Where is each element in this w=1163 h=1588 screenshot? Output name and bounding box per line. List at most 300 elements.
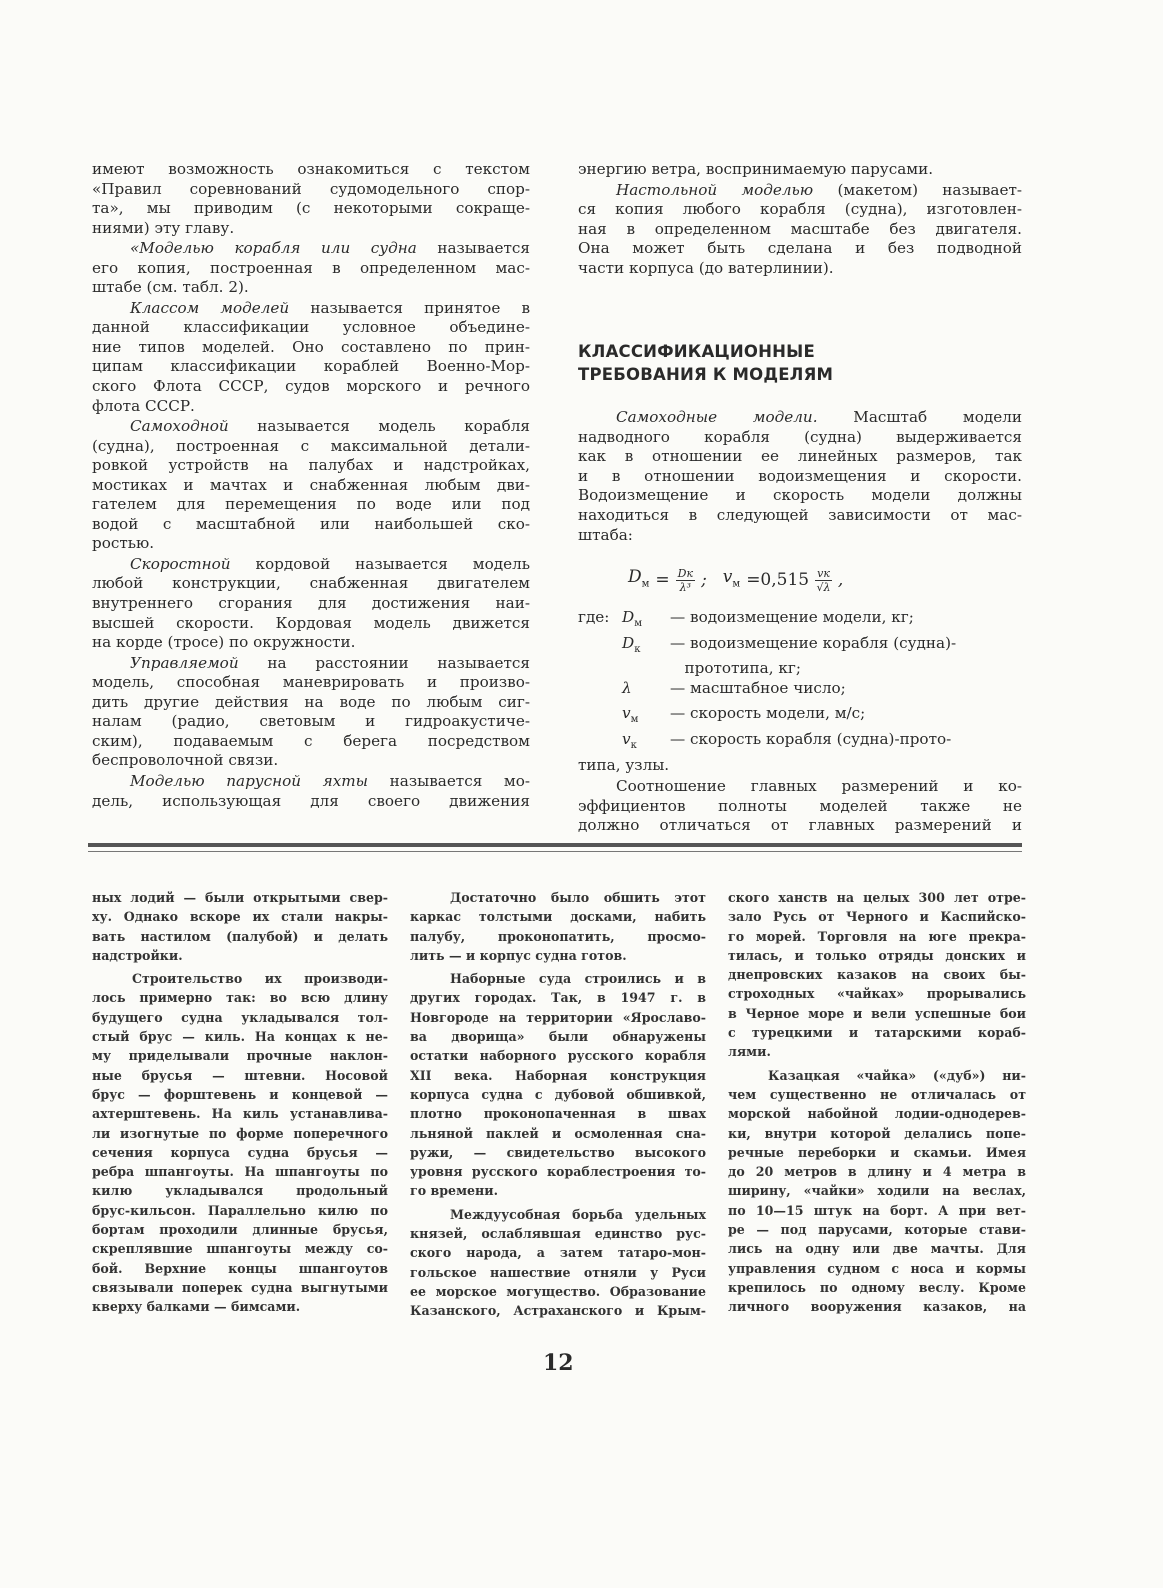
text-line (92, 1027, 388, 1046)
text-run: надводного корабля (судна) выдерживается (578, 427, 1022, 446)
text-run: гольское нашествие отняли у Руси (410, 1264, 706, 1280)
text-run: части корпуса (до ватерлинии). (578, 258, 834, 277)
text-run: палубу, проконопатить, просмо- (410, 928, 706, 944)
text-line (92, 1181, 388, 1200)
text-line (578, 816, 1022, 836)
text-line (728, 907, 1026, 926)
text-run: до 20 метров в длину и 4 метра в (728, 1164, 1026, 1180)
text-line (728, 1259, 1026, 1278)
text-line (92, 534, 530, 554)
text-run: Строительство их производи- (132, 971, 388, 987)
text-run: Водоизмещение и скорость модели должны (578, 486, 1022, 505)
text-block (92, 160, 530, 811)
legend-row (578, 634, 1022, 660)
paragraph (410, 1205, 706, 1321)
paragraph (92, 417, 530, 554)
text-run: ся копия любого корабля (судна), изготовлен- (578, 200, 1022, 219)
text-run: любой конструкции, снабженная двигателем (92, 574, 530, 593)
italic-term: Самоходные модели. (616, 408, 818, 427)
text-block (578, 160, 1022, 278)
text-run: его копия, построенная в определенном мас- (92, 258, 530, 277)
text-run: бортам проходили длинные брусья, (92, 1222, 388, 1238)
formula-legend (578, 608, 1022, 775)
text-run: должно отличаться от главных размерений и (578, 816, 1022, 835)
text-run: Казацкая «чайка» («дуб») ни- (768, 1067, 1026, 1083)
legend-symbol: $D_к$ (622, 633, 641, 655)
text-line (92, 515, 530, 535)
text-run: бой. Верхние концы шпангоутов (92, 1260, 388, 1276)
text-line (92, 1239, 388, 1258)
text-line (410, 1162, 706, 1181)
italic-term: Настольной моделью (616, 180, 814, 199)
text-run: ского Флота СССР, судов морского и речного (92, 377, 530, 396)
legend-row (578, 679, 1022, 705)
text-run: ки, внутри которой делались попе- (728, 1125, 1026, 1141)
legend-row (578, 608, 1022, 634)
text-run: дель, использующая для своего движения (92, 791, 530, 810)
legend-prefix (578, 730, 622, 756)
text-line (92, 437, 530, 457)
text-line (728, 1201, 1026, 1220)
text-line (578, 467, 1022, 487)
italic-term: Самоходной (130, 417, 229, 436)
text-run: флота СССР. (92, 396, 195, 415)
section-divider-thin (88, 851, 1022, 852)
text-line (728, 1239, 1026, 1258)
text-run: называется модель корабля (228, 417, 530, 436)
text-run: управления судном с носа и кормы (728, 1260, 1026, 1276)
text-run: ва дворища» были обнаружены (410, 1029, 706, 1045)
text-run: гателем для перемещения по воде или под (92, 495, 530, 514)
text-line (92, 712, 530, 732)
text-line (92, 751, 530, 771)
text-run: Наборные суда строились и в (450, 971, 706, 987)
paragraph (578, 181, 1022, 279)
text-run: ные брусья — штевни. Носовой (92, 1067, 388, 1083)
text-line (728, 1297, 1026, 1316)
text-line (578, 160, 1022, 180)
paragraph (92, 160, 530, 238)
text-run: вать настилом (палубой) и делать (92, 928, 388, 944)
text-line (92, 614, 530, 634)
text-block (578, 408, 1022, 545)
text-run: ципам классификации кораблей Военно-Мор- (92, 357, 530, 376)
text-run: ли изогнутые по форме поперечного (92, 1125, 388, 1141)
text-line (92, 160, 530, 180)
text-run: кверху балками — бимсами. (92, 1299, 301, 1315)
text-run: килю укладывался продольный (92, 1183, 388, 1199)
text-run: Она может быть сделана и без подводной (578, 239, 1022, 258)
text-line (728, 1181, 1026, 1200)
text-line (410, 1263, 706, 1282)
text-run: ние типов моделей. Оно составлено по прин- (92, 337, 530, 356)
text-line (410, 927, 706, 946)
text-run: уровня русского кораблестроения то- (410, 1164, 706, 1180)
text-run: энергию ветра, воспринимаемую парусами. (578, 160, 934, 178)
text-run: ребра шпангоуты. На шпангоуты по (92, 1164, 388, 1180)
text-line (578, 447, 1022, 467)
text-line (728, 1104, 1026, 1123)
text-line (92, 318, 530, 338)
text-line (92, 1143, 388, 1162)
legend-text: — водоизмещение корабля (судна)- (670, 633, 957, 652)
legend-tail: типа, узлы. (578, 755, 670, 774)
text-line (92, 732, 530, 752)
text-line (578, 506, 1022, 526)
text-line (728, 946, 1026, 965)
text-run: в Черное море и вели успешные бои (728, 1005, 1026, 1021)
text-line (410, 1046, 706, 1065)
text-line (728, 1162, 1026, 1181)
paragraph (578, 160, 1022, 180)
text-line (410, 969, 706, 988)
text-line (728, 1278, 1026, 1297)
italic-term: Скоростной (130, 554, 231, 573)
text-line (728, 1085, 1026, 1104)
text-run: эффициентов полноты моделей также не (578, 796, 1022, 815)
text-line (92, 888, 388, 907)
legend-text: — скорость корабля (судна)-прото- (670, 729, 952, 748)
text-line (728, 984, 1026, 1003)
heading-line: КЛАССИФИКАЦИОННЫЕ (578, 342, 815, 362)
paragraph (92, 969, 388, 1316)
text-run: ре — под парусами, которые стави- (728, 1222, 1026, 1238)
fraction-dk-lambda: $\frac{Dк}{\text{λ³}}$ (677, 567, 694, 595)
text-line (92, 555, 530, 575)
text-line (728, 1023, 1026, 1042)
text-run: данной классификации условное объедине- (92, 318, 530, 337)
text-run: связывали поперек судна выгнутыми (92, 1279, 388, 1295)
text-run: ная в определенном масштабе без двигателя. (578, 219, 1022, 238)
text-line (410, 888, 706, 907)
text-line (92, 673, 530, 693)
italic-term: Моделью парусной яхты (130, 771, 369, 790)
text-run: строходных «чайках» прорывались (728, 986, 1026, 1002)
text-line (92, 927, 388, 946)
text-line (92, 1046, 388, 1065)
text-run: на расстоянии называется (238, 653, 530, 672)
formula (628, 567, 1022, 594)
text-run: штабе (см. табл. 2). (92, 278, 249, 297)
text-line (92, 594, 530, 614)
text-run: ниями) эту главу. (92, 218, 235, 237)
legend-text: — водоизмещение модели, кг; (670, 608, 914, 627)
text-line (728, 1143, 1026, 1162)
text-line (92, 338, 530, 358)
text-line (728, 1124, 1026, 1143)
text-run: скреплявшие шпангоуты между со- (92, 1241, 388, 1257)
text-line (410, 1181, 706, 1200)
text-run: лями. (728, 1044, 771, 1060)
text-run: ским), подаваемым с берега посредством (92, 731, 530, 750)
legend-symbol: $v_к$ (622, 729, 637, 751)
legend-symbol: λ (622, 678, 632, 697)
text-run: ахтерштевень. На киль устанавлива- (92, 1106, 388, 1122)
paragraph (92, 772, 530, 811)
text-line (92, 792, 530, 812)
section-divider (88, 843, 1022, 847)
text-line (410, 1104, 706, 1123)
text-run: зало Русь от Черного и Каспийско- (728, 909, 1026, 925)
formula-vm: $v_м$ (722, 566, 741, 590)
legend-text: прототипа, кг; (670, 659, 801, 678)
text-run: внутреннего сгорания для достижения наи- (92, 594, 530, 613)
paragraph (578, 777, 1022, 836)
text-run: будущего судна укладывался тол- (92, 1009, 388, 1025)
text-line (92, 377, 530, 397)
text-line (92, 456, 530, 476)
text-run: называется мо- (368, 771, 530, 790)
paragraph (92, 654, 530, 771)
text-line (92, 654, 530, 674)
text-line (92, 946, 388, 965)
paragraph (92, 299, 530, 416)
legend-text: — масштабное число; (670, 678, 846, 697)
text-line (410, 1205, 706, 1224)
text-run: с турецкими и татарскими кораб- (728, 1025, 1026, 1041)
text-run: князей, ослаблявшая единство рус- (410, 1226, 706, 1242)
text-line (92, 1297, 388, 1316)
legend-text: — скорость модели, м/с; (670, 704, 866, 723)
text-run: (судна), построенная с максимальной детали- (92, 436, 530, 455)
text-run: крепилось по одному веслу. Кроме (728, 1279, 1026, 1295)
formula-end: , (837, 569, 844, 590)
text-line (92, 357, 530, 377)
text-run: льняной паклей и осмоленная сна- (410, 1125, 706, 1141)
text-line (578, 220, 1022, 240)
text-run: штаба: (578, 525, 633, 544)
top-right-column (578, 160, 1022, 837)
text-line (92, 1201, 388, 1220)
legend-row (578, 659, 1022, 679)
text-line (410, 1224, 706, 1243)
text-run: сечения корпуса судна брусья — (92, 1144, 388, 1160)
paragraph (728, 888, 1026, 1062)
legend-symbol: $D_м$ (622, 608, 642, 630)
text-run: брус — форштевень и концевой — (92, 1086, 388, 1102)
text-run: XII века. Наборная конструкция (410, 1067, 706, 1083)
text-line (92, 772, 530, 792)
text-line (92, 907, 388, 926)
text-line (578, 408, 1022, 428)
text-run: и в отношении водоизмещения и скорости. (578, 466, 1022, 485)
text-line (92, 495, 530, 515)
text-line (92, 476, 530, 496)
text-run: дить другие действия на воде по любым сиг- (92, 692, 530, 711)
text-line (92, 1259, 388, 1278)
text-run: ского народа, а затем татаро-мон- (410, 1245, 706, 1261)
text-run: кордовой называется модель (230, 554, 530, 573)
text-line (92, 180, 530, 200)
text-run: имеют возможность ознакомиться с текстом (92, 160, 530, 178)
paragraph (92, 239, 530, 298)
text-block (728, 888, 1026, 1317)
text-run: ружи, — свидетельство высокого (410, 1144, 706, 1160)
text-run: высшей скорости. Кордовая модель движется (92, 613, 530, 632)
text-run: как в отношении ее линейных размеров, так (578, 447, 1022, 466)
text-run: чем существенно не отличалась от (728, 1086, 1026, 1102)
paragraph (410, 969, 706, 1201)
formula-sep: ; (701, 569, 707, 590)
text-line (410, 988, 706, 1007)
paragraph (410, 888, 706, 965)
text-run: других городах. Так, в 1947 г. в (410, 990, 706, 1006)
legend-prefix (578, 704, 622, 730)
text-block (578, 777, 1022, 836)
text-line (92, 1124, 388, 1143)
text-line (410, 1008, 706, 1027)
text-line (92, 417, 530, 437)
text-run: называется (416, 239, 530, 258)
section-heading (578, 340, 1022, 386)
text-run: по 10—15 штук на борт. А при вет- (728, 1202, 1026, 1218)
paragraph (92, 888, 388, 965)
text-run: брус-кильсон. Параллельно килю по (92, 1202, 388, 1218)
text-line (92, 299, 530, 319)
text-line (92, 239, 530, 259)
italic-term: Управляемой (130, 653, 239, 672)
text-run: (макетом) называет- (813, 180, 1022, 199)
text-line (410, 1124, 706, 1143)
text-run: личного вооружения казаков, на (728, 1299, 1026, 1315)
text-run: го морей. Торговля на юге прекра- (728, 928, 1026, 944)
text-line (92, 693, 530, 713)
text-line (728, 1066, 1026, 1085)
text-line (92, 1162, 388, 1181)
text-run: му приделывали прочные наклон- (92, 1048, 388, 1064)
text-run: мостиках и мачтах и снабженная любым дви- (92, 475, 530, 494)
text-run: Новгороде на территории «Ярославо- (410, 1009, 706, 1025)
text-run: модель, способная маневрировать и произво- (92, 673, 530, 692)
legend-prefix: где: (578, 608, 610, 627)
text-run: Казанского, Астраханского и Крым- (410, 1303, 706, 1319)
text-run: тилась, и только отряды донских и (728, 947, 1026, 963)
formula-eq: = (655, 569, 670, 590)
text-line (92, 278, 530, 298)
text-line (410, 1066, 706, 1085)
text-line (410, 1282, 706, 1301)
text-run: «Правил соревнований судомодельного спор- (92, 179, 530, 198)
text-line (578, 428, 1022, 448)
text-line (578, 486, 1022, 506)
text-run: ее морское могущество. Образование (410, 1283, 706, 1299)
text-run: го времени. (410, 1183, 498, 1199)
text-line (410, 1143, 706, 1162)
text-run: беспроволочной связи. (92, 751, 279, 770)
formula-dm: $D_м$ (628, 566, 650, 590)
text-line (728, 965, 1026, 984)
text-run: корпуса судна с дубовой обшивкой, (410, 1086, 706, 1102)
text-run: Соотношение главных размерений и ко- (616, 777, 1022, 796)
text-run: остатки наборного русского корабля (410, 1048, 706, 1064)
text-line (728, 1220, 1026, 1239)
text-line (410, 1301, 706, 1320)
paragraph (578, 408, 1022, 545)
text-line (578, 797, 1022, 817)
top-left-column (92, 160, 530, 812)
text-run: ширину, «чайки» ходили на веслах, (728, 1183, 1026, 1199)
text-line (728, 1042, 1026, 1061)
text-run: ского ханств на целых 300 лет отре- (728, 890, 1026, 905)
text-line (92, 1220, 388, 1239)
page-number: 12 (543, 1350, 574, 1376)
formula-coef: =0,515 (746, 569, 810, 590)
text-line (578, 200, 1022, 220)
text-run: находиться в следующей зависимости от мас- (578, 506, 1022, 525)
text-line (410, 1027, 706, 1046)
bottom-column-3 (728, 888, 1026, 1321)
text-run: стый брус — киль. На концах к не- (92, 1029, 388, 1045)
text-line (92, 1104, 388, 1123)
text-run: морской набойной лодии-однодерев- (728, 1106, 1026, 1122)
text-run: лить — и корпус судна готов. (410, 947, 627, 963)
text-line (92, 397, 530, 417)
bottom-column-1 (92, 888, 388, 1321)
text-block (410, 888, 706, 1321)
text-line (410, 907, 706, 926)
text-run: каркас толстыми досками, набить (410, 909, 706, 925)
legend-symbol (622, 659, 670, 679)
text-line (92, 1278, 388, 1297)
text-line (92, 259, 530, 279)
text-block (92, 888, 388, 1317)
fraction-vk-sqrt: $\frac{vк}{√\lambda}$ (816, 567, 831, 595)
heading-line: ТРЕБОВАНИЯ К МОДЕЛЯМ (578, 365, 834, 385)
text-line (728, 927, 1026, 946)
text-line (92, 1008, 388, 1027)
text-line (578, 259, 1022, 279)
text-run: лось примерно так: во всю длину (92, 990, 388, 1006)
text-run: днепровских казаков на своих бы- (728, 967, 1026, 983)
text-run: плотно проконопаченная в швах (410, 1106, 706, 1122)
text-line (92, 969, 388, 988)
legend-prefix (578, 634, 622, 660)
text-line (92, 988, 388, 1007)
text-line (92, 633, 530, 653)
text-run: ху. Однако вскоре их стали накры- (92, 909, 388, 925)
text-line (92, 1066, 388, 1085)
bottom-column-2 (410, 888, 706, 1325)
text-line (410, 946, 706, 965)
text-line (578, 526, 1022, 546)
text-run: лись на одну или две мачты. Для (728, 1241, 1026, 1257)
text-line (92, 1085, 388, 1104)
text-run: называется принятое в (289, 298, 531, 317)
paragraph (92, 555, 530, 653)
text-run: на корде (тросе) по окружности. (92, 633, 356, 652)
text-run: водой с масштабной или наибольшей ско- (92, 514, 530, 533)
text-line (92, 574, 530, 594)
text-run: надстройки. (92, 947, 183, 963)
text-run: ных лодий — были открытыми свер- (92, 890, 388, 905)
text-line (578, 239, 1022, 259)
text-line (578, 777, 1022, 797)
text-line (728, 1004, 1026, 1023)
text-run: та», мы приводим (с некоторыми сокраще- (92, 199, 530, 218)
text-line (578, 181, 1022, 201)
italic-term: Классом моделей (130, 298, 290, 317)
legend-row (578, 730, 1022, 756)
text-run: налам (радио, световым и гидроакустиче- (92, 712, 530, 731)
legend-prefix (578, 659, 622, 679)
text-line (410, 1243, 706, 1262)
text-line (728, 888, 1026, 907)
text-line (92, 199, 530, 219)
legend-prefix (578, 679, 622, 705)
legend-symbol: $v_м$ (622, 704, 639, 726)
text-line (410, 1085, 706, 1104)
text-run: ровкой устройств на палубах и надстройках, (92, 456, 530, 475)
